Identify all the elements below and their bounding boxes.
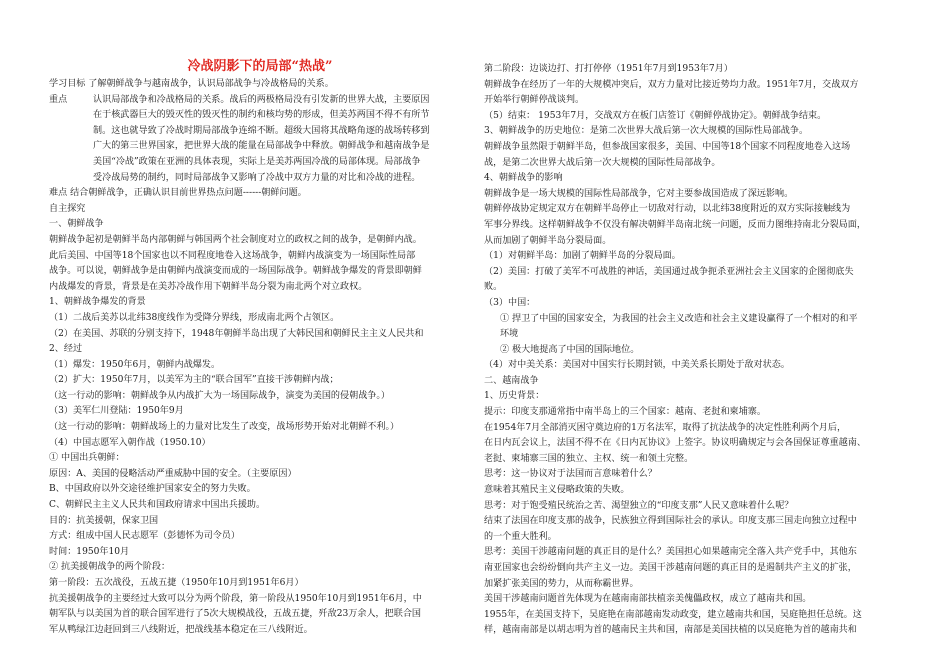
- text-line: 美国“冷战”政策在亚洲的具体表现，实际上是美苏两国冷战的局部体现。局部战争: [93, 156, 421, 167]
- text-line: 第二阶段：边谈边打、打打停停（1951年7月到1953年7月）: [484, 64, 733, 74]
- text-line: 朝军队与以美国为首的联合国军进行了5次大规模战役，五战五捷，歼敌23万余人，把联合国: [49, 609, 422, 620]
- text-line: （2）扩大：1950年7月，以美军为主的“联合国军”直接干涉朝鲜内战；: [49, 375, 339, 386]
- right-column: [484, 62, 904, 639]
- text-line: 原因：A、美国的侵略活动严重威胁中国的安全。（主要原因）: [49, 468, 297, 479]
- text-line: （4）对中美关系：美国对中国实行长期封锁，中美关系长期处于敌对状态。: [484, 360, 790, 371]
- text-line: 朝鲜战争虽然限于朝鲜半岛，但参战国家很多，美国、中国等18个国家不同程度地卷入这场: [484, 141, 851, 152]
- text-line: ① 捍卫了中国的国家安全，为我国的社会主义改造和社会主义建设赢得了一个相对的和平: [500, 313, 858, 324]
- text-line: 第一阶段：五次战役，五战五捷（1950年10月到1951年6月）: [49, 578, 304, 588]
- text-line: （这一行动的影响：朝鲜战争从内战扩大为一场国际战争，演变为美国的侵朝战争。）: [49, 390, 391, 401]
- key-points-label: 重点: [49, 94, 68, 105]
- text-line: 意味着其殖民主义侵略政策的失败。: [484, 485, 630, 496]
- text-line: 目的：抗美援朝，保家卫国: [49, 515, 159, 526]
- text-line: 受冷战局势的制约，同时局部战争又影响了冷战中双方力量的对比和冷战的进程。: [93, 172, 421, 183]
- text-line: ② 极大地提高了中国的国际地位。: [500, 344, 640, 355]
- text-line: 提示：印度支那通常指中南半岛上的三个国家：越南、老挝和柬埔寨。: [484, 407, 766, 418]
- text-line: 自主探究: [49, 203, 86, 214]
- text-line: （这一行动的影响：朝鲜战场上的力量对比发生了改变，战场形势开始对北朝鲜不利。）: [49, 422, 400, 433]
- text-line: 1955年，在美国支持下，吴庭艳在南部越南发动政变，建立越南共和国，吴庭艳担任总统。这: [484, 609, 862, 620]
- text-line: 军事分界线。这样朝鲜战争不仅没有解决朝鲜半岛南北统一问题，反而力图维持南北分裂局面，: [484, 219, 866, 230]
- text-line: 在于核武器巨大的毁灭性的毁灭性的制约和核均势的形成，但美苏两国不得不有所节: [93, 110, 430, 121]
- text-line: 朝鲜战争起初是朝鲜半岛内部朝鲜与韩国两个社会制度对立的政权之间的战争，是朝鲜内战。: [49, 234, 422, 245]
- text-line: 战，是第二次世界大战后第一次大规模的国际性局部战争。: [484, 157, 721, 168]
- text-line: （1）爆发：1950年6月，朝鲜内战爆发。: [49, 359, 221, 370]
- text-line: 朝鲜停战协定规定双方在朝鲜半岛停止一切敌对行动，以北纬38度附近的双方实际接触线为: [484, 204, 851, 215]
- text-line: 1、历史背景：: [484, 391, 545, 402]
- text-line: 朝鲜战争在经历了一年的大规模冲突后，双方力量对比接近势均力敌。1951年7月，交战双方: [484, 79, 859, 90]
- left-body: [49, 202, 471, 639]
- text-line: 样，越南南部是以胡志明为首的越南民主共和国，南部是美国扶植的以吴庭艳为首的越南共和: [484, 625, 857, 636]
- text-line: 南亚国家也会纷纷倒向共产主义一边。美国干涉越南问题的真正目的是遏制共产主义的扩张，: [484, 563, 857, 573]
- text-line: （1）二战后美苏以北纬38度线作为受降分界线，形成南北两个占领区。: [49, 312, 340, 323]
- right-body: [484, 62, 904, 639]
- text-line: 朝鲜战争是一场大规模的国际性局部战争，它对主要参战国造成了深远影响。: [484, 188, 794, 199]
- text-line: （1）对朝鲜半岛：加剧了朝鲜半岛的分裂局面。: [484, 251, 681, 262]
- text-line: 思考：这一协议对于法国而言意味着什么？: [484, 469, 657, 480]
- text-line: 思考：美国干涉越南问题的真正目的是什么？美国担心如果越南完全落入共产党手中，其他东: [484, 547, 857, 558]
- text-line: 从而加剧了朝鲜半岛分裂局面。: [484, 235, 612, 246]
- text-line: （4）中国志愿军入朝作战（1950.10）: [49, 437, 211, 448]
- text-line: 内战爆发的背景，背景是在美苏冷战作用下朝鲜半岛分裂为南北两个对立政权。: [49, 281, 368, 292]
- text-line: 老挝、柬埔寨三国的独立、主权、统一和领土完整。: [484, 453, 694, 464]
- page-title: 冷战阴影下的局部“热战”: [187, 59, 333, 74]
- left-column: [49, 0, 471, 638]
- text-line: 时间：1950年10月: [49, 546, 130, 557]
- text-line: 认识局部战争和冷战格局的关系。战后的两极格局没有引发新的世界大战，主要原因: [93, 94, 430, 105]
- text-line: 一、朝鲜战争: [49, 219, 104, 230]
- difficult-points: 难点 结合朝鲜战争，正确认识目前世界热点问题------朝鲜问题。: [49, 188, 307, 199]
- text-line: （2）在美国、苏联的分别支持下，1948年朝鲜半岛出现了大韩民国和朝鲜民主主义人民共和: [49, 328, 424, 339]
- text-line: 广大的第三世界国家，把世界大战的能量在局部战争中释放。朝鲜战争和越南战争是: [93, 141, 430, 152]
- text-line: 开始举行朝鲜停战谈判。: [484, 95, 585, 106]
- learning-goal: 学习目标 了解朝鲜战争与越南战争，认识局部战争与冷战格局的关系。: [49, 79, 334, 89]
- text-line: 二、越南战争: [484, 375, 539, 386]
- text-line: 4、朝鲜战争的影响: [484, 173, 563, 184]
- text-line: 加紧扩张美国的势力，从而称霸世界。: [484, 578, 639, 589]
- text-line: （5）结束： 1953年7月，交战双方在板门店签订《朝鲜停战协定》。朝鲜战争结束。: [484, 110, 827, 121]
- text-line: 在1954年7月全部消灭困守奠边府的1万名法军，取得了抗法战争的决定性胜利两个月后，: [484, 422, 847, 433]
- text-line: 在日内瓦会议上，法国不得不在《日内瓦协议》上签字。协议明确规定与会各国保证尊重越南、: [484, 438, 866, 449]
- text-line: 此后美国、中国等18个国家也以不同程度地卷入这场战争，朝鲜内战演变为一场国际性局部: [49, 250, 416, 261]
- text-line: 制。这也就导致了冷战时期局部战争连绵不断。超级大国将其战略角逐的战场转移到: [93, 125, 430, 136]
- text-line: 思考：对于饱受殖民统治之苦、渴望独立的“印度支那”人民又意味着什么呢？: [484, 500, 794, 511]
- text-line: 战争。可以说，朝鲜战争是由朝鲜内战演变而成的一场国际战争。朝鲜战争爆发的背景即朝鲜: [49, 266, 422, 277]
- key-points-block: [49, 93, 471, 187]
- text-line: 美国干涉越南问题首先体现为在越南南部扶植亲美傀儡政权，成立了越南共和国。: [484, 594, 812, 605]
- text-line: 军从鸭绿江边赶回到三八线附近，把战线基本稳定在三八线附近。: [49, 624, 313, 635]
- text-line: 1、朝鲜战争爆发的背景: [49, 297, 146, 308]
- text-line: （3）中国：: [484, 297, 536, 308]
- text-line: 方式：组成中国人民志愿军（彭德怀为司令员）: [49, 531, 240, 542]
- text-line: 的一个重大胜利。: [484, 531, 557, 542]
- text-line: 3、朝鲜战争的历史地位：是第二次世界大战后第一次大规模的国际性局部战争。: [484, 126, 809, 137]
- text-line: 2、经过: [49, 344, 83, 355]
- text-line: （2）美国：打破了美军不可战胜的神话，美国通过战争扼杀亚洲社会主义国家的企图彻底失: [484, 266, 854, 277]
- text-line: 结束了法国在印度支那的战争，民族独立得到国际社会的承认。印度支那三国走向独立过程中: [484, 516, 857, 527]
- text-line: B、中国政府以外交途径维护国家安全的努力失败。: [49, 484, 256, 495]
- text-line: 败。: [484, 282, 503, 293]
- text-line: C、朝鲜民主主义人民共和国政府请求中国出兵援助。: [49, 500, 266, 511]
- text-line: 抗美援朝战争的主要经过大致可以分为两个阶段，第一阶段从1950年10月到1951年6月，中: [49, 593, 422, 604]
- text-line: （3）美军仁川登陆：1950年9月: [49, 406, 184, 417]
- text-line: ① 中国出兵朝鲜：: [49, 453, 125, 464]
- key-points-text: [49, 93, 471, 187]
- text-line: ② 抗美援朝战争的两个阶段：: [49, 562, 171, 573]
- text-line: 环境: [500, 329, 519, 340]
